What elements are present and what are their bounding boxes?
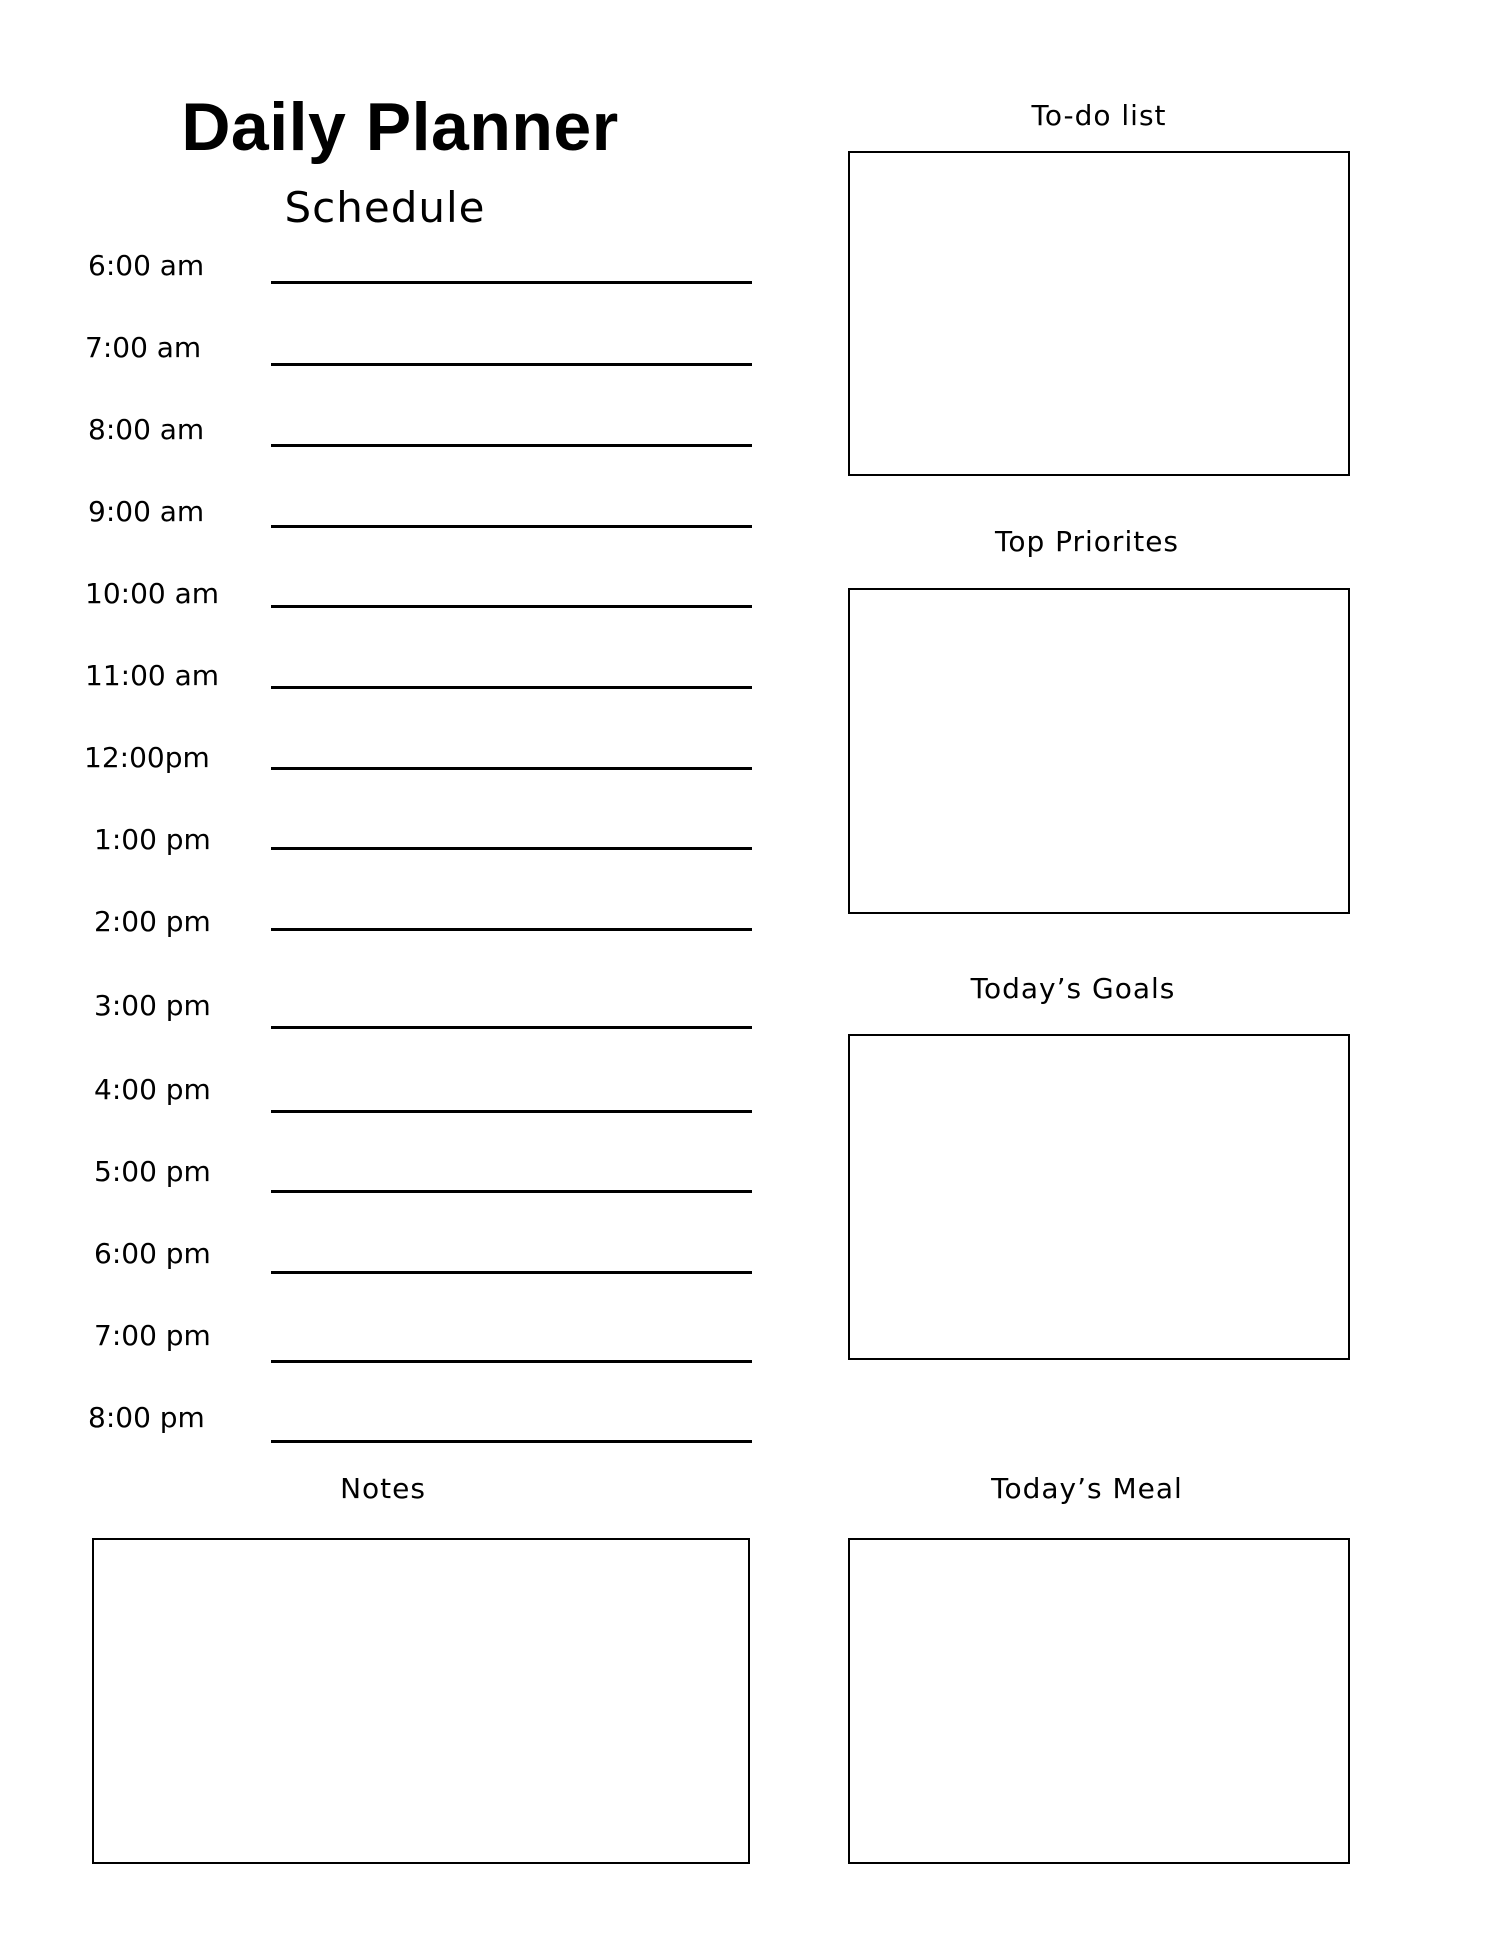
time-label: 6:00 am <box>88 249 205 282</box>
schedule-row <box>88 410 753 480</box>
goals-heading: Today’s Goals <box>970 972 1176 1005</box>
time-label: 12:00pm <box>84 741 210 774</box>
schedule-line[interactable] <box>271 1440 752 1443</box>
meal-box[interactable] <box>848 1538 1350 1864</box>
time-label: 11:00 am <box>85 659 220 692</box>
schedule-line[interactable] <box>271 605 752 608</box>
schedule-row <box>88 246 753 316</box>
schedule-row <box>88 492 753 562</box>
schedule-line[interactable] <box>271 686 752 689</box>
schedule-line[interactable] <box>271 1271 752 1274</box>
time-label: 9:00 am <box>88 495 205 528</box>
time-label: 4:00 pm <box>94 1073 211 1106</box>
schedule-line[interactable] <box>271 1026 752 1029</box>
schedule-row <box>88 902 753 972</box>
schedule-row <box>88 1152 753 1222</box>
schedule-line[interactable] <box>271 525 752 528</box>
schedule-row <box>88 820 753 890</box>
schedule-row <box>88 1070 753 1140</box>
meal-heading: Today’s Meal <box>991 1472 1183 1505</box>
notes-heading: Notes <box>340 1472 426 1505</box>
schedule-line[interactable] <box>271 1360 752 1363</box>
schedule-line[interactable] <box>271 1190 752 1193</box>
schedule-line[interactable] <box>271 444 752 447</box>
schedule-row <box>85 328 753 398</box>
schedule-row <box>88 986 753 1056</box>
time-label: 1:00 pm <box>94 823 211 856</box>
schedule-line[interactable] <box>271 847 752 850</box>
schedule-row <box>88 1234 753 1304</box>
todo-heading: To-do list <box>1031 99 1167 132</box>
schedule-line[interactable] <box>271 928 752 931</box>
schedule-heading: Schedule <box>284 183 486 232</box>
schedule-line[interactable] <box>271 363 752 366</box>
time-label: 3:00 pm <box>94 989 211 1022</box>
time-label: 6:00 pm <box>94 1237 211 1270</box>
schedule-row <box>85 656 753 726</box>
priorities-box[interactable] <box>848 588 1350 914</box>
schedule-line[interactable] <box>271 767 752 770</box>
notes-box[interactable] <box>92 1538 750 1864</box>
time-label: 8:00 am <box>88 413 205 446</box>
time-label: 8:00 pm <box>88 1401 205 1434</box>
time-label: 10:00 am <box>85 577 220 610</box>
time-label: 7:00 pm <box>94 1319 211 1352</box>
todo-box[interactable] <box>848 151 1350 476</box>
schedule-row <box>88 1398 753 1468</box>
page-title: Daily Planner <box>181 89 619 165</box>
schedule-row <box>84 738 753 808</box>
priorities-heading: Top Priorites <box>994 525 1180 558</box>
time-label: 2:00 pm <box>94 905 211 938</box>
schedule-line[interactable] <box>271 281 752 284</box>
schedule-line[interactable] <box>271 1110 752 1113</box>
schedule-row <box>88 1316 753 1386</box>
time-label: 5:00 pm <box>94 1155 211 1188</box>
schedule-row <box>85 574 753 644</box>
goals-box[interactable] <box>848 1034 1350 1360</box>
time-label: 7:00 am <box>85 331 202 364</box>
